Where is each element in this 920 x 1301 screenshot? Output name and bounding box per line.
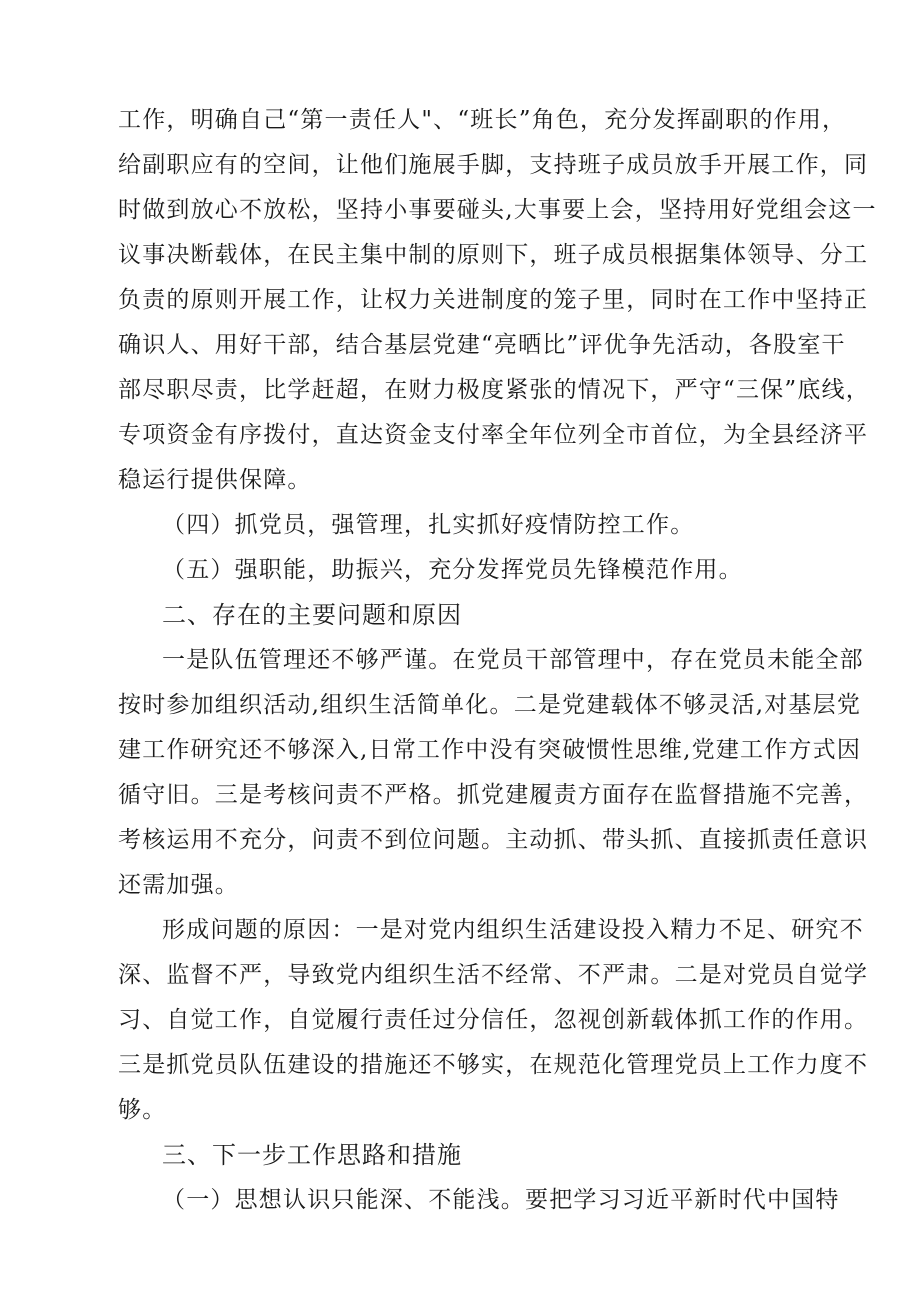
text-line: 形成问题的原因：一是对党内组织生活建设投入精力不足、研究不	[162, 917, 864, 943]
text-line: 负责的原则开展工作，让权力关进制度的笼子里，同时在工作中坚持正	[118, 287, 869, 313]
text-line: 循守旧。三是考核问责不严格。抓党建履责方面存在监督措施不完善，	[118, 782, 869, 808]
text-line: 够。	[118, 1097, 167, 1123]
text-line: 一是队伍管理还不够严谨。在党员干部管理中，存在党员未能全部	[162, 647, 864, 673]
text-line: 建工作研究还不够深入,日常工作中没有突破惯性思维,党建工作方式因	[118, 737, 862, 763]
text-line: 习、自觉工作，自觉履行责任过分信任，忽视创新载体抓工作的作用。	[118, 1007, 869, 1033]
text-line: 给副职应有的空间，让他们施展手脚，支持班子成员放手开展工作，同	[118, 152, 869, 178]
text-line: 确识人、用好干部，结合基层党建“亮晒比”评优争先活动，各股室干	[118, 332, 846, 358]
text-line: 三是抓党员队伍建设的措施还不够实，在规范化管理党员上工作力度不	[118, 1052, 869, 1078]
text-line: 按时参加组织活动,组织生活简单化。二是党建载体不够灵活,对基层党	[118, 692, 862, 718]
text-line: 工作，明确自己“第一责任人"、“班长”角色，充分发挥副职的作用，	[118, 107, 847, 133]
text-line: 还需加强。	[118, 872, 239, 898]
subsection-item-1: （一）思想认识只能深、不能浅。要把学习习近平新时代中国特	[162, 1187, 840, 1213]
text-line: 稳运行提供保障。	[118, 467, 312, 493]
subsection-item-5: （五）强职能，助振兴，充分发挥党员先锋模范作用。	[162, 557, 743, 583]
text-line: 深、监督不严，导致党内组织生活不经常、不严肃。二是对党员自觉学	[118, 962, 869, 988]
text-line: 专项资金有序拨付，直达资金支付率全年位列全市首位，为全县经济平	[118, 422, 869, 448]
section-heading-3: 三、下一步工作思路和措施	[162, 1141, 462, 1169]
text-line: 时做到放心不放松，坚持小事要碰头,大事要上会，坚持用好党组会这一	[118, 197, 877, 223]
subsection-item-4: （四）抓党员，强管理，扎实抓好疫情防控工作。	[162, 512, 695, 538]
text-line: 议事决断载体，在民主集中制的原则下，班子成员根据集体领导、分工	[118, 242, 869, 268]
text-line: 部尽职尽责，比学赶超，在财力极度紧张的情况下，严守“三保”底线，	[118, 377, 870, 403]
section-heading-2: 二、存在的主要问题和原因	[162, 601, 462, 629]
text-line: 考核运用不充分，问责不到位问题。主动抓、带头抓、直接抓责任意识	[118, 827, 869, 853]
